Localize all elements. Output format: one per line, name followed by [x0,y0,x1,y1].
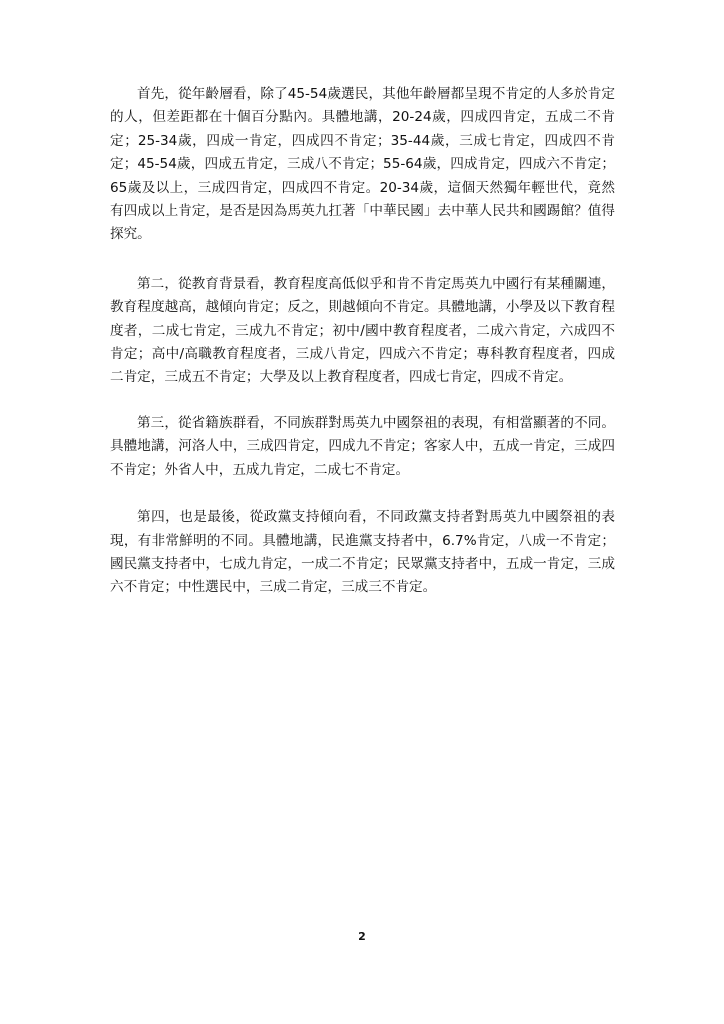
paragraph-education: 第二，從教育背景看，教育程度高低似乎和肯不肯定馬英九中國行有某種關連，教育程度越高，越傾向肯定；反之，則越傾向不肯定。具體地講，小學及以下教育程度者，二成七肯定，三成九不肯定；初中/國中教育程度者，二成六肯定，六成四不肯定；高中/高職教育程度者，三成八肯定，四成六不肯定；專科教育程度者，四成二肯定，三成五不肯定；大學及以上教育程度者，四成七肯定，四成不肯定。 [110,275,615,386]
paragraph-age-groups: 首先，從年齡層看，除了45-54歲選民，其他年齡層都呈現不肯定的人多於肯定的人，但差距都在十個百分點內。具體地講，20-24歲，四成四肯定，五成二不肯定；25-34歲，四成一肯定，四成四不肯定；35-44歲，三成七肯定，四成四不肯定；45-54歲，四成五肯定，三成八不肯定；55-64歲，四成肯定，四成六不肯定；65歲及以上，三成四肯定，四成四不肯定。20-34歲，這個天然獨年輕世代，竟然有四成以上肯定，是否是因為馬英九扛著「中華民國」去中華人民共和國踢館？值得探究。 [110,86,615,243]
document-body [110,83,615,600]
page-number: 2 [358,930,366,943]
paragraph-party-support: 第四，也是最後，從政黨支持傾向看，不同政黨支持者對馬英九中國祭祖的表現，有非常鮮明的不同。具體地講，民進黨支持者中，6.7%肯定，八成一不肯定；國民黨支持者中，七成九肯定，一成二不肯定；民眾黨支持者中，五成一肯定，三成六不肯定；中性選民中，三成二肯定，三成三不肯定。 [110,509,615,596]
paragraph-ethnic-groups: 第三，從省籍族群看，不同族群對馬英九中國祭祖的表現，有相當顯著的不同。具體地講，河洛人中，三成四肯定，四成九不肯定；客家人中，五成一肯定，三成四不肯定；外省人中，五成九肯定，二成七不肯定。 [110,414,615,478]
